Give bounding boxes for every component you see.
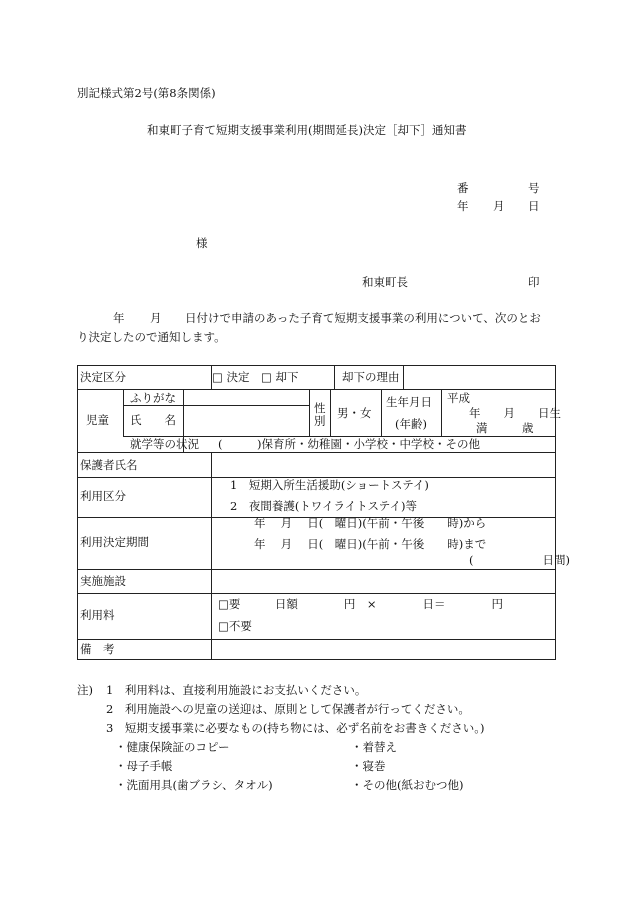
number-label-ban: 番 bbox=[457, 181, 469, 195]
name-label: 氏 名 bbox=[130, 413, 176, 427]
item-right-2: ・寝巻 bbox=[351, 759, 386, 773]
sex-label-1: 性 bbox=[314, 401, 326, 415]
row-line-3 bbox=[78, 452, 555, 453]
school-label: 就学等の状況 bbox=[130, 437, 199, 451]
item-left-1: ・健康保険証のコピー bbox=[115, 740, 230, 754]
guardian-label: 保護者氏名 bbox=[80, 458, 138, 472]
sender-mayor: 和東町長 bbox=[362, 275, 408, 289]
period-label: 利用決定期間 bbox=[80, 535, 149, 549]
col-line-sex-left bbox=[309, 389, 310, 436]
sex-value: 男・女 bbox=[337, 406, 372, 420]
period-days: ( 日間) bbox=[469, 553, 570, 567]
item-left-3: ・洗面用具(歯ブラシ、タオル) bbox=[115, 778, 273, 792]
period-from: 年 月 日( 曜日)(午前・午後 時)から bbox=[254, 516, 487, 530]
item-left-2: ・母子手帳 bbox=[115, 759, 173, 773]
col-line-birth-right bbox=[441, 389, 442, 436]
document-title: 和東町子育て短期支援事業利用(期間延長)決定［却下］通知書 bbox=[147, 123, 467, 137]
child-label: 児童 bbox=[86, 413, 109, 427]
period-to: 年 月 日( 曜日)(午前・午後 時)まで bbox=[254, 537, 487, 551]
usage-type-2: 2 夜間養護(トワイライトステイ)等 bbox=[230, 499, 417, 513]
col-line-label-lower bbox=[211, 452, 212, 659]
facility-label: 実施施設 bbox=[80, 574, 126, 588]
row-line-6 bbox=[78, 569, 555, 570]
usage-type-label: 利用区分 bbox=[80, 489, 126, 503]
reject-reason-label: 却下の理由 bbox=[342, 370, 400, 384]
fee-not-required[interactable]: □不要 bbox=[218, 619, 252, 633]
row-line-1 bbox=[78, 389, 555, 390]
note-3: 3 短期支援事業に必要なもの(持ち物には、必ず名前をお書きください。) bbox=[106, 721, 485, 735]
col-line-reason-right bbox=[403, 366, 404, 389]
intro-line2: り決定したので通知します。 bbox=[77, 330, 226, 344]
row-line-furigana bbox=[123, 405, 309, 406]
intro-line1: 日付けで申請のあった子育て短期支援事業の利用について、次のとお bbox=[185, 311, 541, 325]
recipient-sama: 様 bbox=[196, 236, 208, 250]
birth-era: 平成 bbox=[447, 391, 470, 405]
decision-label: 決定区分 bbox=[80, 370, 126, 384]
note-1: 1 利用料は、直接利用施設にお支払いください。 bbox=[106, 683, 367, 697]
item-right-1: ・着替え bbox=[351, 740, 397, 754]
school-value: ( )保育所・幼稚園・小学校・中学校・その他 bbox=[218, 437, 480, 451]
number-label-go: 号 bbox=[528, 181, 540, 195]
intro-month: 月 bbox=[150, 311, 162, 325]
fee-required[interactable]: □要 日額 円 × 日＝ 円 bbox=[218, 597, 503, 611]
birth-age: 満 歳 bbox=[476, 421, 534, 435]
decision-options[interactable]: □ 決定 □ 却下 bbox=[212, 370, 299, 384]
furigana-label: ふりがな bbox=[130, 391, 176, 405]
fee-label: 利用料 bbox=[80, 608, 115, 622]
sex-label-2: 別 bbox=[314, 414, 326, 428]
date-month: 月 bbox=[493, 199, 505, 213]
seal-mark: 印 bbox=[528, 275, 540, 289]
date-year: 年 bbox=[457, 199, 469, 213]
intro-year: 年 bbox=[113, 311, 125, 325]
item-right-3: ・その他(紙おむつ他) bbox=[351, 778, 464, 792]
notes-prefix: 注) bbox=[77, 683, 93, 697]
row-line-8 bbox=[78, 639, 555, 640]
form-number: 別記様式第2号(第8条関係) bbox=[77, 86, 216, 100]
birth-label-2: (年齢) bbox=[395, 417, 427, 431]
col-line-birth-left bbox=[381, 389, 382, 436]
note-2: 2 利用施設への児童の送迎は、原則として保護者が行ってください。 bbox=[106, 702, 470, 716]
date-day: 日 bbox=[528, 199, 540, 213]
birth-ymd: 年 月 日生 bbox=[469, 406, 561, 420]
birth-label-1: 生年月日 bbox=[386, 395, 432, 409]
col-line-sex-right bbox=[330, 389, 331, 436]
col-line-child bbox=[123, 389, 124, 436]
col-line-reason-left bbox=[334, 366, 335, 389]
row-line-7 bbox=[78, 593, 555, 594]
usage-type-1: 1 短期入所生活援助(ショートステイ) bbox=[230, 478, 429, 492]
remarks-label: 備 考 bbox=[80, 642, 115, 656]
